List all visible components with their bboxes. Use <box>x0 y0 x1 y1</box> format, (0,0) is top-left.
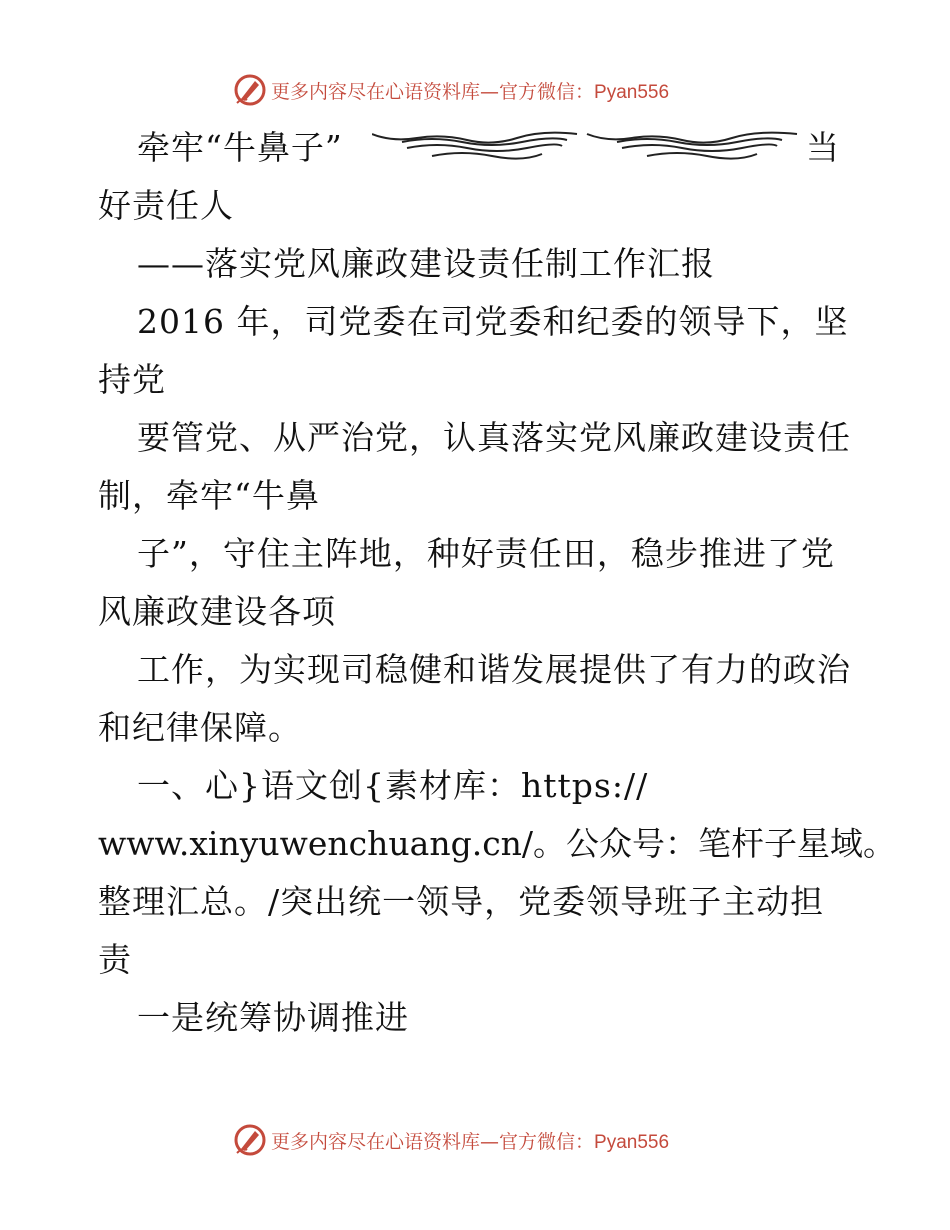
body-line: 整理汇总。/突出统一领导，党委领导班子主动担 <box>98 882 825 921</box>
header-banner <box>233 73 669 107</box>
banner-text <box>271 1127 669 1154</box>
banner-wechat-id: Pyan556 <box>594 81 670 103</box>
body-line: 风廉政建设各项 <box>98 592 336 631</box>
pen-logo-icon <box>233 1123 267 1157</box>
body-line: 要管党、从严治党，认真落实党风廉政建设责任 <box>137 418 851 457</box>
title-part-1: 牵牢“牛鼻子” <box>137 128 343 167</box>
body-line: 2016 年，司党委在司党委和纪委的领导下，坚 <box>137 302 849 341</box>
body-line: 责 <box>98 940 132 979</box>
body-line: 持党 <box>98 360 166 399</box>
body-line: 和纪律保障。 <box>98 708 302 747</box>
body-line: 一、心}语文创{素材库：https:// <box>137 766 649 805</box>
title-part-3: 好责任人 <box>98 186 234 225</box>
body-line: 制，牵牢“牛鼻 <box>98 476 320 515</box>
banner-label: 更多内容尽在心语资料库—官方微信： <box>271 80 595 103</box>
banner-label: 更多内容尽在心语资料库—官方微信： <box>271 1130 595 1153</box>
banner-wechat-id: Pyan556 <box>594 1131 670 1153</box>
banner-text <box>271 77 669 104</box>
body-line: 子”，守住主阵地，种好责任田，稳步推进了党 <box>137 534 835 573</box>
footer-banner <box>233 1123 669 1157</box>
body-line: www.xinyuwenchuang.cn/。公众号：笔杆子星域。 <box>98 824 897 863</box>
pen-logo-icon <box>233 73 267 107</box>
subtitle: ——落实党风廉政建设责任制工作汇报 <box>137 244 715 283</box>
title-part-2: 当 <box>806 128 840 167</box>
body-line: 一是统筹协调推进 <box>137 998 409 1037</box>
body-line: 工作，为实现司稳健和谐发展提供了有力的政治 <box>137 650 851 689</box>
decorative-wave-icon <box>372 128 802 166</box>
